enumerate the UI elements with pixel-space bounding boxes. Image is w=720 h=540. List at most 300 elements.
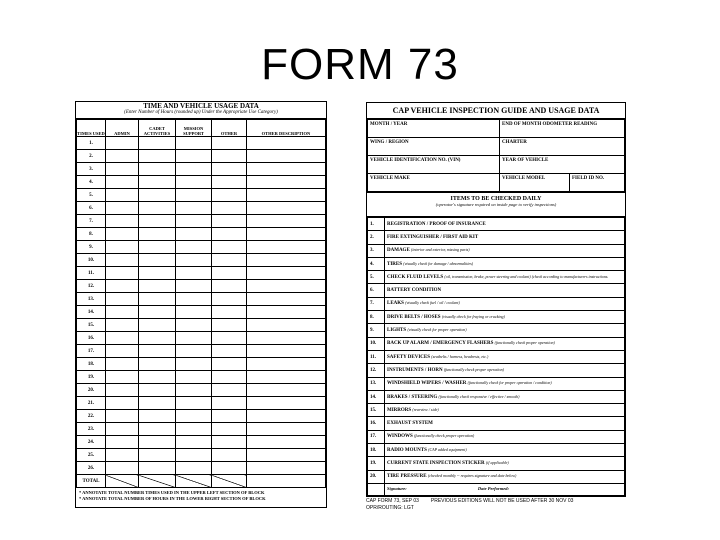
signature-row[interactable] [385, 483, 625, 495]
left-form-title: TIME AND VEHICLE USAGE DATA [143, 102, 259, 110]
table-row [77, 436, 326, 449]
table-row [77, 150, 326, 163]
item-label: BACK UP ALARM / EMERGENCY FLASHERS [387, 341, 494, 347]
usage-cell[interactable] [212, 150, 247, 163]
usage-cell[interactable] [139, 202, 176, 215]
item-label: FIRE EXTINGUISHER / FIRST AID KIT [387, 234, 479, 240]
item-note: (interior and exterior, missing parts) [411, 247, 470, 253]
inspection-item-row [368, 244, 625, 257]
usage-cell[interactable] [247, 280, 326, 293]
usage-cell[interactable] [106, 241, 139, 254]
total-label: TOTAL [77, 475, 106, 488]
item-description-cell[interactable] [385, 457, 625, 470]
usage-cell[interactable] [247, 189, 326, 202]
usage-cell[interactable] [247, 241, 326, 254]
inspection-item-row [368, 324, 625, 337]
table-row [77, 397, 326, 410]
inspection-item-row [368, 311, 625, 324]
table-row [77, 449, 326, 462]
vin-field[interactable]: VEHICLE IDENTIFICATION NO. (VIN) [368, 156, 500, 174]
row-number: 9. [77, 241, 106, 254]
row-number: 2. [77, 150, 106, 163]
item-label: LIGHTS [387, 328, 407, 334]
usage-cell[interactable] [176, 202, 212, 215]
usage-cell[interactable] [139, 189, 176, 202]
total-cell[interactable] [139, 475, 176, 488]
inspection-item-row [368, 284, 625, 297]
item-description-cell[interactable] [385, 404, 625, 417]
col-header-admin: ADMIN [106, 120, 139, 137]
inspection-item-row [368, 257, 625, 270]
item-number: 18. [368, 444, 385, 457]
item-note: (functionally check proper operation) [414, 433, 475, 439]
item-label: DRIVE BELTS / HOSES [387, 314, 441, 320]
usage-cell[interactable] [139, 397, 176, 410]
item-note: (functionally check proper operation) [494, 340, 555, 346]
inspection-item-row [368, 350, 625, 363]
usage-cell[interactable] [247, 319, 326, 332]
item-label: BRAKES / STEERING [387, 394, 438, 400]
item-number: 16. [368, 417, 385, 430]
usage-cell[interactable] [212, 215, 247, 228]
usage-cell[interactable] [247, 462, 326, 475]
item-description-cell[interactable] [385, 284, 625, 297]
usage-cell[interactable] [247, 449, 326, 462]
table-row [77, 280, 326, 293]
item-description-cell[interactable] [385, 417, 625, 430]
inspection-items-table [367, 217, 625, 496]
item-note: (oil, transmission, brake, power steering and coolant) (check according to manufacturers instructions. [444, 273, 609, 279]
usage-cell[interactable] [139, 371, 176, 384]
usage-cell[interactable] [106, 436, 139, 449]
usage-cell[interactable] [176, 423, 212, 436]
item-description-cell[interactable] [385, 218, 625, 231]
item-label: BATTERY CONDITION [387, 288, 442, 294]
item-number: 10. [368, 337, 385, 350]
inspection-item-row [368, 404, 625, 417]
usage-cell[interactable] [139, 241, 176, 254]
usage-cell[interactable] [247, 332, 326, 345]
item-description-cell[interactable] [385, 257, 625, 270]
usage-cell[interactable] [212, 137, 247, 150]
table-row [77, 462, 326, 475]
row-number: 18. [77, 358, 106, 371]
usage-cell[interactable] [106, 228, 139, 241]
time-vehicle-usage-form [75, 101, 327, 508]
row-number: 14. [77, 306, 106, 319]
inspection-item-row [368, 364, 625, 377]
item-description-cell[interactable] [385, 297, 625, 310]
usage-cell[interactable] [139, 423, 176, 436]
usage-cell[interactable] [247, 176, 326, 189]
inspection-item-row [368, 231, 625, 244]
usage-cell[interactable] [176, 241, 212, 254]
row-number: 19. [77, 371, 106, 384]
item-label: CURRENT STATE INSPECTION STICKER [387, 460, 485, 466]
item-note: (visually check for damage / abnormalities) [403, 260, 474, 266]
total-cell[interactable] [176, 475, 212, 488]
row-number: 20. [77, 384, 106, 397]
daily-check-header [367, 192, 625, 217]
odometer-field[interactable]: END OF MONTH ODOMETER READING [500, 120, 625, 138]
usage-cell[interactable] [139, 436, 176, 449]
left-form-notes [76, 488, 326, 505]
usage-cell[interactable] [212, 371, 247, 384]
inspection-item-row [368, 457, 625, 470]
table-row [77, 345, 326, 358]
item-label: WINDOWS [387, 434, 413, 440]
usage-cell[interactable] [139, 332, 176, 345]
row-number: 12. [77, 280, 106, 293]
table-row [77, 293, 326, 306]
usage-cell[interactable] [212, 436, 247, 449]
usage-cell[interactable] [106, 280, 139, 293]
usage-cell[interactable] [212, 293, 247, 306]
item-note: (visually check fuel / oil / coolant) [405, 300, 460, 306]
usage-cell[interactable] [212, 163, 247, 176]
usage-cell[interactable] [176, 410, 212, 423]
row-number: 8. [77, 228, 106, 241]
usage-cell[interactable] [106, 345, 139, 358]
item-label: LEAKS [387, 301, 404, 307]
col-header-other: OTHER [212, 120, 247, 137]
usage-cell[interactable] [247, 397, 326, 410]
usage-cell[interactable] [212, 319, 247, 332]
usage-cell[interactable] [247, 215, 326, 228]
item-label: TIRE PRESSURE [387, 474, 427, 480]
usage-cell[interactable] [247, 358, 326, 371]
usage-cell[interactable] [106, 254, 139, 267]
row-number: 13. [77, 293, 106, 306]
usage-cell[interactable] [106, 267, 139, 280]
usage-cell[interactable] [176, 345, 212, 358]
table-row [77, 176, 326, 189]
usage-cell[interactable] [247, 163, 326, 176]
usage-cell[interactable] [247, 371, 326, 384]
row-number: 21. [77, 397, 106, 410]
usage-cell[interactable] [176, 384, 212, 397]
item-note: (seatbelts / harness, headrests, etc.) [431, 353, 489, 359]
usage-cell[interactable] [212, 267, 247, 280]
item-number: 14. [368, 390, 385, 403]
charter-field[interactable]: CHARTER [500, 138, 625, 156]
item-note: (visually check for proper operation) [407, 327, 467, 333]
usage-cell[interactable] [106, 332, 139, 345]
usage-cell[interactable] [106, 462, 139, 475]
inspection-item-row [368, 430, 625, 443]
usage-cell[interactable] [176, 228, 212, 241]
usage-cell[interactable] [212, 176, 247, 189]
usage-cell[interactable] [212, 462, 247, 475]
item-label: WINDSHIELD WIPERS / WASHER [387, 381, 467, 387]
row-number: 3. [77, 163, 106, 176]
table-row [77, 319, 326, 332]
table-row [77, 254, 326, 267]
item-number: 12. [368, 364, 385, 377]
item-note: (functionally check proper operation) [443, 366, 504, 372]
item-description-cell[interactable] [385, 470, 625, 483]
usage-cell[interactable] [212, 280, 247, 293]
item-label: INSTRUMENTS / HORN [387, 367, 443, 373]
usage-cell[interactable] [247, 306, 326, 319]
usage-cell[interactable] [139, 319, 176, 332]
item-note: (functionally check for proper operation / condition) [467, 380, 552, 386]
inspection-item-row [368, 444, 625, 457]
vehicle-info-fields [367, 119, 625, 192]
item-number: 19. [368, 457, 385, 470]
usage-cell[interactable] [176, 254, 212, 267]
item-description-cell[interactable] [385, 364, 625, 377]
item-label: CHECK FLUID LEVELS [387, 274, 444, 280]
left-form-header [76, 102, 326, 119]
item-number: 11. [368, 350, 385, 363]
note-times-used: * ANNOTATE TOTAL NUMBER TIMES USED IN THE UPPER LEFT SECTION OF BLOCK [79, 490, 265, 495]
usage-cell[interactable] [139, 228, 176, 241]
table-row [77, 423, 326, 436]
usage-cell[interactable] [139, 163, 176, 176]
usage-cell[interactable] [212, 332, 247, 345]
usage-cell[interactable] [212, 410, 247, 423]
usage-cell[interactable] [176, 163, 212, 176]
usage-cell[interactable] [212, 384, 247, 397]
usage-cell[interactable] [139, 306, 176, 319]
usage-cell[interactable] [139, 176, 176, 189]
usage-cell[interactable] [247, 345, 326, 358]
usage-cell[interactable] [212, 345, 247, 358]
item-description-cell[interactable] [385, 337, 625, 350]
usage-cell[interactable] [247, 410, 326, 423]
table-row [77, 189, 326, 202]
row-number: 10. [77, 254, 106, 267]
item-description-cell[interactable] [385, 377, 625, 390]
item-number: 9. [368, 324, 385, 337]
usage-cell[interactable] [139, 137, 176, 150]
inspection-item-row [368, 271, 625, 284]
item-label: MIRRORS [387, 407, 412, 413]
usage-cell[interactable] [176, 397, 212, 410]
item-number: 8. [368, 311, 385, 324]
usage-cell[interactable] [106, 423, 139, 436]
item-note: (rearview / side) [412, 406, 439, 412]
table-row [77, 384, 326, 397]
usage-cell[interactable] [212, 241, 247, 254]
usage-cell[interactable] [247, 267, 326, 280]
usage-cell[interactable] [212, 449, 247, 462]
usage-cell[interactable] [139, 215, 176, 228]
usage-cell[interactable] [212, 423, 247, 436]
usage-cell[interactable] [212, 254, 247, 267]
usage-cell[interactable] [212, 202, 247, 215]
usage-cell[interactable] [212, 189, 247, 202]
row-number: 6. [77, 202, 106, 215]
usage-cell[interactable] [176, 150, 212, 163]
inspection-item-row [368, 377, 625, 390]
inspection-item-row [368, 297, 625, 310]
usage-cell[interactable] [247, 202, 326, 215]
month-year-field[interactable]: MONTH / YEAR [368, 120, 500, 138]
usage-cell[interactable] [139, 267, 176, 280]
usage-cell[interactable] [176, 137, 212, 150]
total-cell[interactable] [247, 475, 326, 488]
item-number: 4. [368, 257, 385, 270]
usage-cell[interactable] [176, 358, 212, 371]
item-label: SAFETY DEVICES [387, 354, 431, 360]
date-performed-label: Date Performed: [477, 486, 510, 492]
row-number: 7. [77, 215, 106, 228]
table-row [77, 358, 326, 371]
row-number: 11. [77, 267, 106, 280]
usage-cell[interactable] [106, 176, 139, 189]
usage-cell[interactable] [106, 371, 139, 384]
inspection-item-row [368, 390, 625, 403]
usage-cell[interactable] [176, 280, 212, 293]
vehicle-make-field[interactable]: VEHICLE MAKE [368, 174, 500, 192]
usage-cell[interactable] [247, 423, 326, 436]
usage-cell[interactable] [176, 462, 212, 475]
item-number: 7. [368, 297, 385, 310]
usage-cell[interactable] [106, 189, 139, 202]
item-number: 13. [368, 377, 385, 390]
item-number: 5. [368, 271, 385, 284]
usage-cell[interactable] [139, 384, 176, 397]
item-number: 6. [368, 284, 385, 297]
item-description-cell[interactable] [385, 444, 625, 457]
row-number: 23. [77, 423, 106, 436]
table-row [77, 241, 326, 254]
usage-cell[interactable] [106, 215, 139, 228]
row-number: 15. [77, 319, 106, 332]
usage-cell[interactable] [106, 384, 139, 397]
total-cell[interactable] [106, 475, 139, 488]
usage-cell[interactable] [106, 319, 139, 332]
usage-cell[interactable] [139, 150, 176, 163]
usage-cell[interactable] [139, 358, 176, 371]
usage-cell[interactable] [247, 137, 326, 150]
usage-cell[interactable] [106, 397, 139, 410]
usage-cell[interactable] [247, 384, 326, 397]
row-number: 16. [77, 332, 106, 345]
usage-cell[interactable] [106, 137, 139, 150]
daily-check-title: ITEMS TO BE CHECKED DAILY [450, 196, 542, 202]
col-header-times-used: TIMES USED [77, 120, 106, 137]
row-number: 22. [77, 410, 106, 423]
item-description-cell[interactable] [385, 244, 625, 257]
usage-cell[interactable] [139, 462, 176, 475]
previous-editions-note: PREVIOUS EDITIONS WILL NOT BE USED AFTER 30 NOV 03 [430, 498, 574, 504]
usage-cell[interactable] [106, 306, 139, 319]
item-number: 3. [368, 244, 385, 257]
inspection-item-row [368, 218, 625, 231]
daily-check-subtitle: (operator's signature required on inside page to verify inspections) [435, 201, 557, 207]
usage-cell[interactable] [176, 189, 212, 202]
vehicle-inspection-form [366, 102, 626, 497]
item-number: 20. [368, 470, 385, 483]
col-header-cadet-activities: CADET ACTIVITIES [139, 120, 176, 137]
usage-cell[interactable] [212, 397, 247, 410]
table-row [77, 410, 326, 423]
usage-cell[interactable] [176, 293, 212, 306]
item-note: (functionally check responsive / effective / smooth) [438, 393, 520, 399]
table-row [77, 202, 326, 215]
usage-cell[interactable] [176, 176, 212, 189]
field-id-field[interactable]: FIELD ID NO. [570, 174, 625, 192]
right-form-footer [366, 498, 636, 511]
usage-cell[interactable] [176, 371, 212, 384]
item-description-cell[interactable] [385, 350, 625, 363]
usage-cell[interactable] [176, 436, 212, 449]
item-label: TIRES [387, 261, 403, 267]
usage-cell[interactable] [176, 306, 212, 319]
usage-cell[interactable] [247, 293, 326, 306]
item-description-cell[interactable] [385, 430, 625, 443]
usage-cell[interactable] [139, 254, 176, 267]
usage-cell[interactable] [139, 280, 176, 293]
item-number: 17. [368, 430, 385, 443]
item-description-cell[interactable] [385, 324, 625, 337]
signature-label: Signature: [387, 486, 407, 492]
slide-title: FORM 73 [261, 40, 459, 89]
usage-cell[interactable] [139, 410, 176, 423]
usage-cell[interactable] [212, 358, 247, 371]
usage-cell[interactable] [247, 228, 326, 241]
year-of-vehicle-field[interactable]: YEAR OF VEHICLE [500, 156, 625, 174]
usage-cell[interactable] [247, 150, 326, 163]
usage-cell[interactable] [106, 410, 139, 423]
item-description-cell[interactable] [385, 231, 625, 244]
row-number: 26. [77, 462, 106, 475]
usage-cell[interactable] [106, 202, 139, 215]
wing-region-field[interactable]: WING / REGION [368, 138, 500, 156]
usage-cell[interactable] [212, 228, 247, 241]
col-header-other-description: OTHER DESCRIPTION [247, 120, 326, 137]
usage-cell[interactable] [106, 449, 139, 462]
row-number: 1. [77, 137, 106, 150]
usage-cell[interactable] [106, 293, 139, 306]
usage-cell[interactable] [176, 215, 212, 228]
item-description-cell[interactable] [385, 390, 625, 403]
usage-cell[interactable] [106, 163, 139, 176]
table-row [77, 332, 326, 345]
usage-cell[interactable] [176, 319, 212, 332]
row-number: 17. [77, 345, 106, 358]
item-description-cell[interactable] [385, 311, 625, 324]
usage-cell[interactable] [106, 358, 139, 371]
table-row [77, 267, 326, 280]
usage-cell[interactable] [176, 449, 212, 462]
table-row [77, 371, 326, 384]
usage-cell[interactable] [176, 332, 212, 345]
usage-cell[interactable] [212, 306, 247, 319]
item-note: (visually check for fraying or cracking) [441, 313, 505, 319]
item-label: DAMAGE [387, 248, 410, 254]
usage-cell[interactable] [176, 267, 212, 280]
usage-cell[interactable] [247, 436, 326, 449]
total-cell[interactable] [212, 475, 247, 488]
left-form-subtitle: (Enter Number of Hours (rounded up) Under the Appropriate Use Category) [124, 110, 278, 115]
item-description-cell[interactable] [385, 271, 625, 284]
vehicle-model-field[interactable]: VEHICLE MODEL [500, 174, 570, 192]
usage-cell[interactable] [139, 345, 176, 358]
item-number: 2. [368, 231, 385, 244]
usage-cell[interactable] [106, 150, 139, 163]
row-number: 4. [77, 176, 106, 189]
inspection-item-row [368, 417, 625, 430]
usage-cell[interactable] [139, 293, 176, 306]
usage-cell[interactable] [139, 449, 176, 462]
usage-cell[interactable] [247, 254, 326, 267]
item-note: (checked monthly -- requires signature and date below) [427, 473, 517, 479]
table-row [77, 306, 326, 319]
